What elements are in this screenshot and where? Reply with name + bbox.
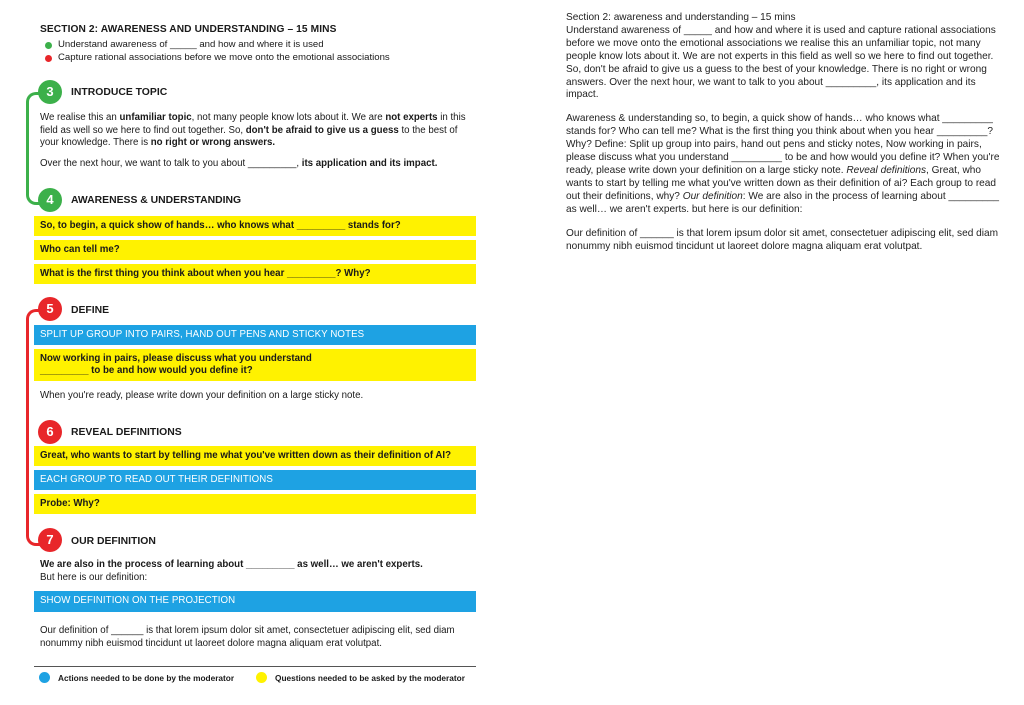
legend-label: Questions needed to be asked by the moderator	[275, 673, 465, 683]
legend-label: Actions needed to be done by the moderator	[58, 673, 235, 683]
instruction-text: When you're ready, please write down your definition on a large sticky note.	[40, 390, 364, 401]
objective-bullet	[58, 39, 324, 50]
question-bar: Great, who wants to start by telling me what you've written down as their definition of AI?	[34, 446, 476, 466]
legend-item-questions	[275, 673, 465, 683]
step-title: REVEAL DEFINITIONS	[71, 427, 182, 438]
step-number-badge: 4	[38, 188, 62, 212]
objective-text: Capture rational associations before we move onto the emotional associations	[58, 52, 390, 63]
legend-item-actions	[58, 673, 234, 683]
step-title: DEFINE	[71, 305, 110, 316]
step-number-badge: 3	[38, 80, 62, 104]
question-bar: Who can tell me?	[34, 240, 476, 260]
objective-bullet	[58, 52, 390, 63]
question-bar: Now working in pairs, please discuss what you understand _________ to be and how would you define it?	[34, 349, 476, 381]
step-title: OUR DEFINITION	[71, 536, 156, 547]
section-title: SECTION 2: AWARENESS AND UNDERSTANDING – 15 MINS	[40, 24, 337, 35]
question-bar: Probe: Why?	[34, 494, 476, 514]
action-bar: EACH GROUP TO READ OUT THEIR DEFINITIONS	[34, 470, 476, 490]
step-title: INTRODUCE TOPIC	[71, 87, 168, 98]
green-dot-icon	[45, 42, 52, 49]
action-bar: SHOW DEFINITION ON THE PROJECTION	[34, 591, 476, 612]
our-definition-lead: But here is our definition:	[40, 572, 148, 583]
right-title: Section 2: awareness and understanding – 15 mins	[566, 12, 796, 23]
step-number-badge: 7	[38, 528, 62, 552]
question-bar: What is the first thing you think about when you hear _________? Why?	[34, 264, 476, 284]
yellow-dot-icon	[256, 672, 267, 683]
blue-dot-icon	[39, 672, 50, 683]
definition-text: Our definition of ______ is that lorem ipsum dolor sit amet, consectetuer adipiscing elit, sed diam nonummy nibh euismod tincidunt ut laoreet dolore magna aliquam erat volutpat.	[40, 625, 455, 649]
plain-text-version	[566, 12, 1006, 264]
step-number-badge: 6	[38, 420, 62, 444]
step-title: AWARENESS & UNDERSTANDING	[71, 195, 242, 206]
red-dot-icon	[45, 55, 52, 62]
right-paragraph: Awareness & understanding so, to begin, a quick show of hands… who knows what _________ stands for? Who can tell me? What is the first thing you think about when you hear _________? Why? Define: Split up group into pairs, hand out pens and sticky notes, Now working in pairs, please discuss what you understand _________ to be and how would you define it? When you're ready, please write down your definition on a large sticky note. Reveal definitions, Great, who wants to start by telling me what you've written down as their definition of ai? Each group to read out their definitions, why? Our definition: We are also in the process of learning about _________ as well… we aren't experts. but here is our definition:	[566, 113, 1000, 215]
right-paragraph: Our definition of ______ is that lorem ipsum dolor sit amet, consectetuer adipiscing elit, sed diam nonummy nibh euismod tincidunt ut laoreet dolore magna aliquam erat volutpat.	[566, 227, 999, 252]
right-paragraph: Understand awareness of _____ and how and where it is used and capture rational associations before we move onto the emotional associations we realise this an unfamiliar topic, not many people know lots about it. We are not experts in this field as well so we here to find out together. So, don't be afraid to give us a guess to the best of your knowledge. There is no right or wrong answers. Over the next hour, we want to talk to you about _________, its application and its impact.	[566, 24, 996, 101]
objective-text: Understand awareness of _____ and how and where it is used	[58, 39, 324, 50]
intro-paragraph-2: Over the next hour, we want to talk to you about _________, its application and its impact.	[40, 158, 438, 169]
divider	[34, 666, 476, 667]
intro-paragraph: We realise this an unfamiliar topic, not many people know lots about it. We are not experts in this field as well so we here to find out together. So, don't be afraid to give us a guess to the best of your knowledge. There is no right or wrong answers.	[40, 112, 466, 149]
our-definition-intro: We are also in the process of learning about _________ as well… we aren't experts.	[40, 559, 423, 570]
step-number-badge: 5	[38, 297, 62, 321]
question-bar: So, to begin, a quick show of hands… who knows what _________ stands for?	[34, 216, 476, 236]
action-bar: SPLIT UP GROUP INTO PAIRS, HAND OUT PENS AND STICKY NOTES	[34, 325, 476, 345]
